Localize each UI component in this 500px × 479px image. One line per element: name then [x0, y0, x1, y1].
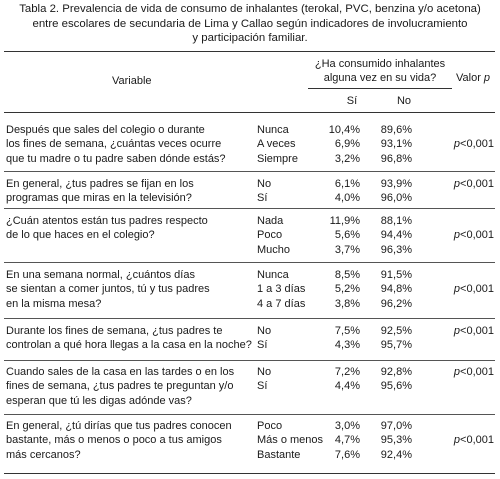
- category-label: Bastante: [257, 448, 301, 461]
- category-label: Poco: [257, 229, 283, 242]
- question-text: Durante los fines de semana, ¿tus padres te: [6, 325, 223, 337]
- question-text: en la misma mesa?: [6, 297, 102, 310]
- si-value: 4,0%: [334, 192, 360, 205]
- row-separator: [4, 360, 495, 361]
- no-value: 96,0%: [380, 192, 412, 205]
- caption-line: y participación familiar.: [192, 32, 308, 44]
- no-value: 89,6%: [380, 124, 412, 136]
- bottom-rule: [4, 473, 495, 474]
- si-value: 5,2%: [334, 283, 360, 296]
- si-value: 4,3%: [334, 339, 360, 352]
- question-text: más cercanos?: [6, 448, 81, 461]
- no-value: 92,8%: [380, 366, 412, 378]
- category-label: 1 a 3 días: [257, 283, 306, 296]
- no-value: 96,2%: [380, 297, 412, 310]
- question-text: En general, ¿tú dirías que tus padres conocen: [6, 420, 232, 432]
- question-text: bastante, más o menos o poco a tus amigos: [6, 434, 222, 447]
- header-question-line1: ¿Ha consumido inhalantes: [314, 58, 446, 70]
- category-label: A veces: [257, 138, 296, 151]
- header-bottom-rule: [4, 112, 495, 113]
- question-text: En una semana normal, ¿cuántos días: [6, 269, 195, 281]
- no-value: 88,1%: [380, 215, 412, 227]
- header-no: No: [396, 95, 412, 107]
- no-value: 94,4%: [380, 229, 412, 242]
- table-caption: [0, 2, 500, 46]
- si-value: 5,6%: [334, 229, 360, 242]
- si-value: 7,5%: [334, 325, 360, 337]
- category-label: Sí: [257, 192, 268, 205]
- no-value: 95,7%: [380, 339, 412, 352]
- category-label: No: [257, 178, 272, 190]
- p-value: p<0,001: [453, 178, 494, 190]
- no-value: 96,8%: [380, 152, 412, 165]
- category-label: Mucho: [257, 243, 291, 256]
- top-rule: [4, 51, 495, 52]
- category-label: No: [257, 325, 272, 337]
- si-value: 3,8%: [334, 297, 360, 310]
- question-text: En general, ¿tus padres se fijan en los: [6, 178, 194, 190]
- no-value: 95,6%: [380, 380, 412, 393]
- caption-line: Tabla 2. Prevalencia de vida de consumo de inhalantes (terokal, PVC, benzina y/o acetona): [19, 3, 481, 15]
- category-label: Siempre: [257, 152, 298, 165]
- category-label: Nunca: [257, 124, 289, 136]
- p-value: p<0,001: [453, 325, 494, 337]
- category-label: Sí: [257, 380, 268, 393]
- question-text: de lo que haces en el colegio?: [6, 229, 155, 242]
- header-pvalue-text: Valor p: [456, 72, 491, 84]
- row-separator: [4, 171, 495, 172]
- question-text: programas que miras en la televisión?: [6, 192, 192, 205]
- question-text: fines de semana, ¿tus padres te preguntan y/o: [6, 380, 234, 393]
- category-label: Más o menos: [257, 434, 324, 447]
- question-text: Después que sales del colegio o durante: [6, 124, 205, 136]
- no-value: 96,3%: [380, 243, 412, 256]
- si-value: 8,5%: [334, 269, 360, 281]
- si-value: 4,7%: [334, 434, 360, 447]
- p-value: p<0,001: [453, 434, 494, 447]
- no-value: 94,8%: [380, 283, 412, 296]
- category-label: Poco: [257, 420, 283, 432]
- no-value: 92,5%: [380, 325, 412, 337]
- row-separator: [4, 262, 495, 263]
- no-value: 92,4%: [380, 448, 412, 461]
- category-label: Nada: [257, 215, 284, 227]
- si-value: 11,9%: [329, 215, 360, 227]
- header-subrule: [308, 88, 452, 89]
- p-value: p<0,001: [453, 138, 494, 151]
- question-text: que tu madre o tu padre saben dónde estás?: [6, 152, 226, 165]
- category-label: Nunca: [257, 269, 289, 281]
- si-value: 6,1%: [334, 178, 360, 190]
- question-text: esperan que tú les digas adónde vas?: [6, 394, 192, 407]
- question-text: los fines de semana, ¿cuántas veces ocurre: [6, 138, 222, 151]
- si-value: 3,2%: [334, 152, 360, 165]
- p-value: p<0,001: [453, 229, 494, 242]
- category-label: 4 a 7 días: [257, 297, 306, 310]
- no-value: 91,5%: [380, 269, 412, 281]
- header-pvalue: [456, 72, 490, 86]
- no-value: 93,9%: [380, 178, 412, 190]
- p-value: p<0,001: [453, 366, 494, 378]
- p-value: p<0,001: [453, 283, 494, 296]
- header-question-line2: alguna vez en su vida?: [323, 72, 437, 84]
- si-value: 4,4%: [334, 380, 360, 393]
- question-text: Cuando sales de la casa en las tardes o en los: [6, 366, 235, 378]
- si-value: 3,0%: [334, 420, 360, 432]
- row-separator: [4, 208, 495, 209]
- header-si: Sí: [346, 95, 358, 107]
- category-label: Sí: [257, 339, 268, 352]
- si-value: 6,9%: [334, 138, 360, 151]
- row-separator: [4, 318, 495, 319]
- si-value: 7,2%: [334, 366, 360, 378]
- no-value: 93,1%: [380, 138, 412, 151]
- row-separator: [4, 414, 495, 415]
- question-text: se sientan a comer juntos, tú y tus padres: [6, 283, 210, 296]
- header-variable: Variable: [112, 75, 152, 87]
- question-text: ¿Cuán atentos están tus padres respecto: [6, 215, 208, 227]
- no-value: 95,3%: [380, 434, 412, 447]
- caption-line: entre escolares de secundaria de Lima y Callao según indicadores de involucramiento: [32, 17, 468, 30]
- si-value: 7,6%: [334, 448, 360, 461]
- category-label: No: [257, 366, 272, 378]
- question-text: controlan a qué hora llegas a la casa en la noche?: [6, 339, 252, 352]
- no-value: 97,0%: [380, 420, 412, 432]
- si-value: 3,7%: [334, 243, 360, 256]
- si-value: 10,4%: [328, 124, 360, 136]
